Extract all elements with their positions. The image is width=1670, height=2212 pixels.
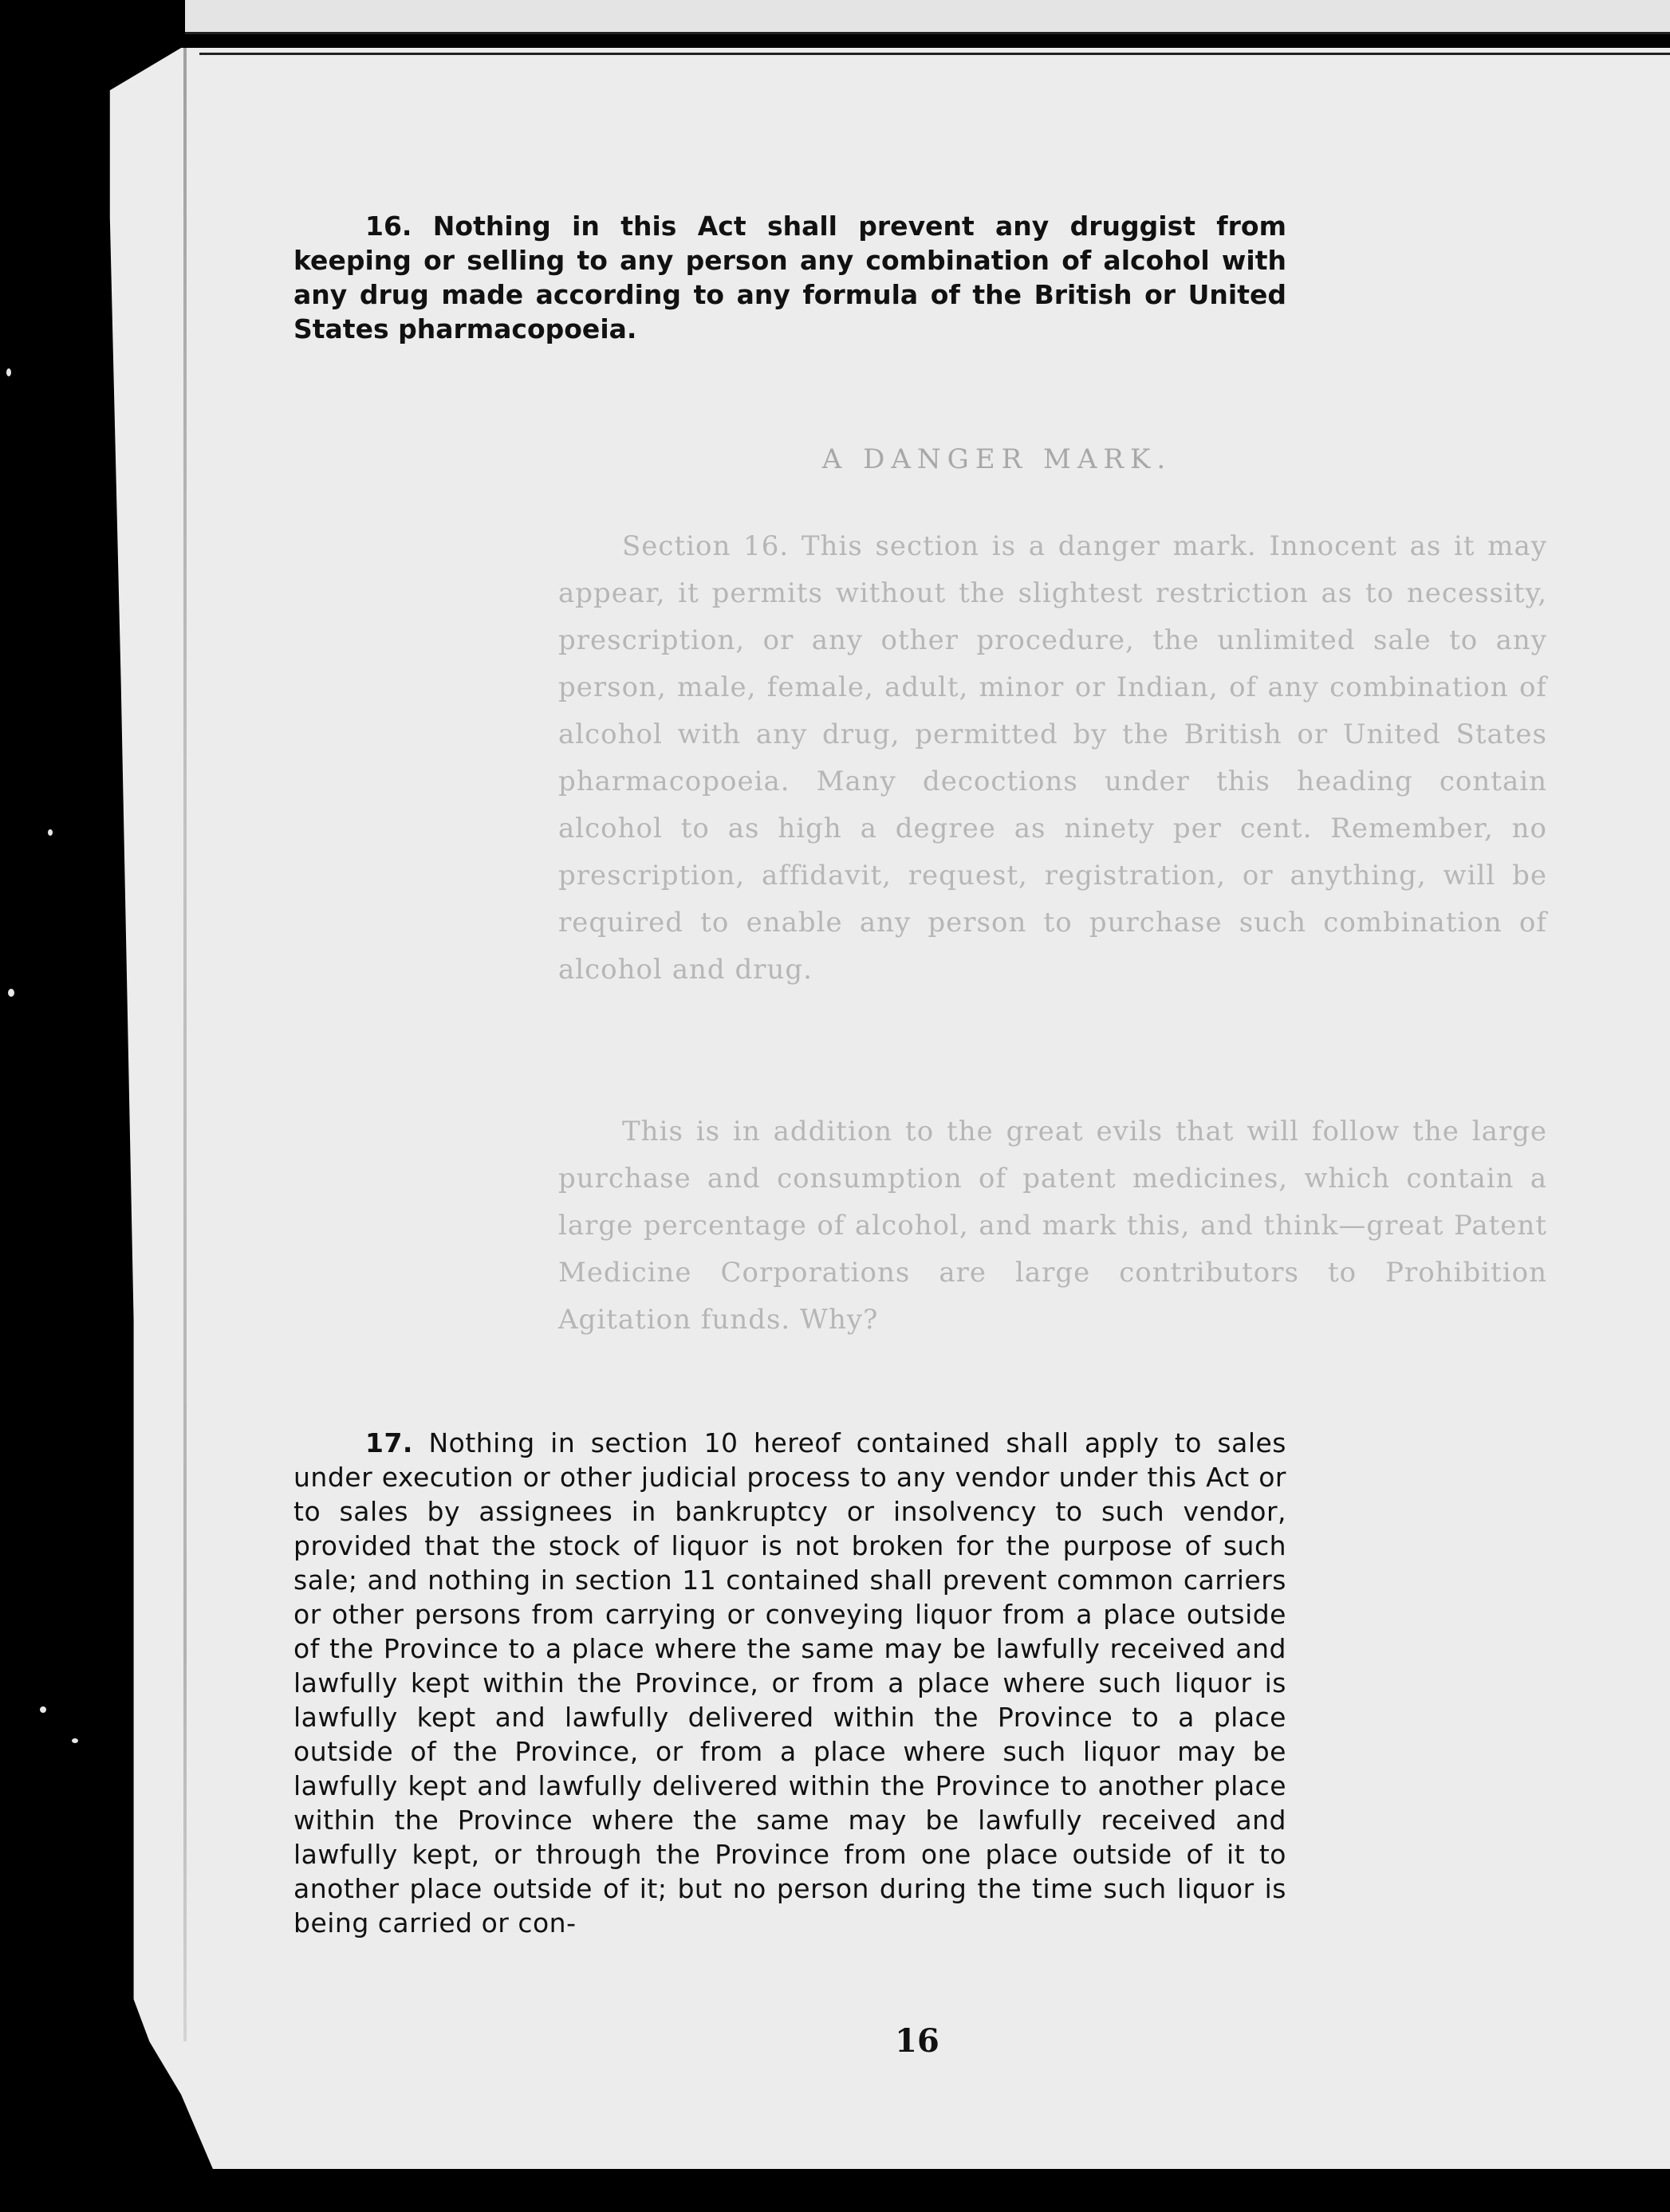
- margin-speck: [48, 829, 53, 836]
- underlying-page-edge: [185, 0, 1670, 34]
- page-top-rule: [199, 53, 1670, 55]
- section-16-number: 16.: [365, 211, 412, 242]
- section-17-text: Nothing in section 10 hereof contained shall apply to sales under execution or other judicial process to any vendor under this Act or to sales by assignees in bankruptcy or insolvency to such vendor, provided that the stock of liquor is not broken for the purpose of such sale; and nothing in section 11 contained shall prevent common carriers or other persons from carrying or conveying liquor from a place outside of the Province to a place where the same may be lawfully received and lawfully kept within the Province, or from a place where such liquor is lawfully kept and lawfully delivered within the Province to a place outside of the Province, or from a place where such liquor may be lawfully kept and lawfully delivered within the Province to another place within the Province where the same may be lawfully received and lawfully kept, or through the Province from one place outside of it to another place outside of it; but no person during the time such liquor is being carried or con-: [293, 1427, 1286, 1938]
- margin-speck: [8, 989, 14, 997]
- section-17-number: 17.: [365, 1427, 413, 1458]
- commentary-paragraph-2: This is in addition to the great evils that will follow the large purchase and consumption of patent medicines, which contain a large percentage of alcohol, and mark this, and think—great Patent Medicine Corporations are large contributors to Prohibition Agitation funds. Why?: [558, 1116, 1547, 1336]
- margin-speck: [40, 1706, 46, 1713]
- page-fold-shadow: [183, 48, 187, 2041]
- commentary-paragraph-1: Section 16. This section is a danger mark. Innocent as it may appear, it permits without the slightest restriction as to necessity, prescription, or any other procedure, the unlimited sale to any person, male, female, adult, minor or Indian, of any combination of alcohol with any drug, permitted by the British or United States pharmacopoeia. Many decoctions under this heading contain alcohol to as high a degree as ninety per cent. Remember, no prescription, affidavit, request, registration, or anything, will be required to enable any person to purchase such combination of alcohol and drug.: [558, 530, 1547, 986]
- commentary-title: A DANGER MARK.: [821, 443, 1172, 475]
- section-17-paragraph: [293, 1426, 1286, 1940]
- margin-speck: [72, 1738, 78, 1743]
- section-16-paragraph: [293, 209, 1286, 346]
- margin-speck: [6, 368, 11, 376]
- section-16-text: Nothing in this Act shall prevent any druggist from keeping or selling to any person any combination of alcohol with any drug made according to any formula of the British or United States pharmacopoeia.: [293, 211, 1286, 344]
- page-number: 16: [895, 2022, 939, 2060]
